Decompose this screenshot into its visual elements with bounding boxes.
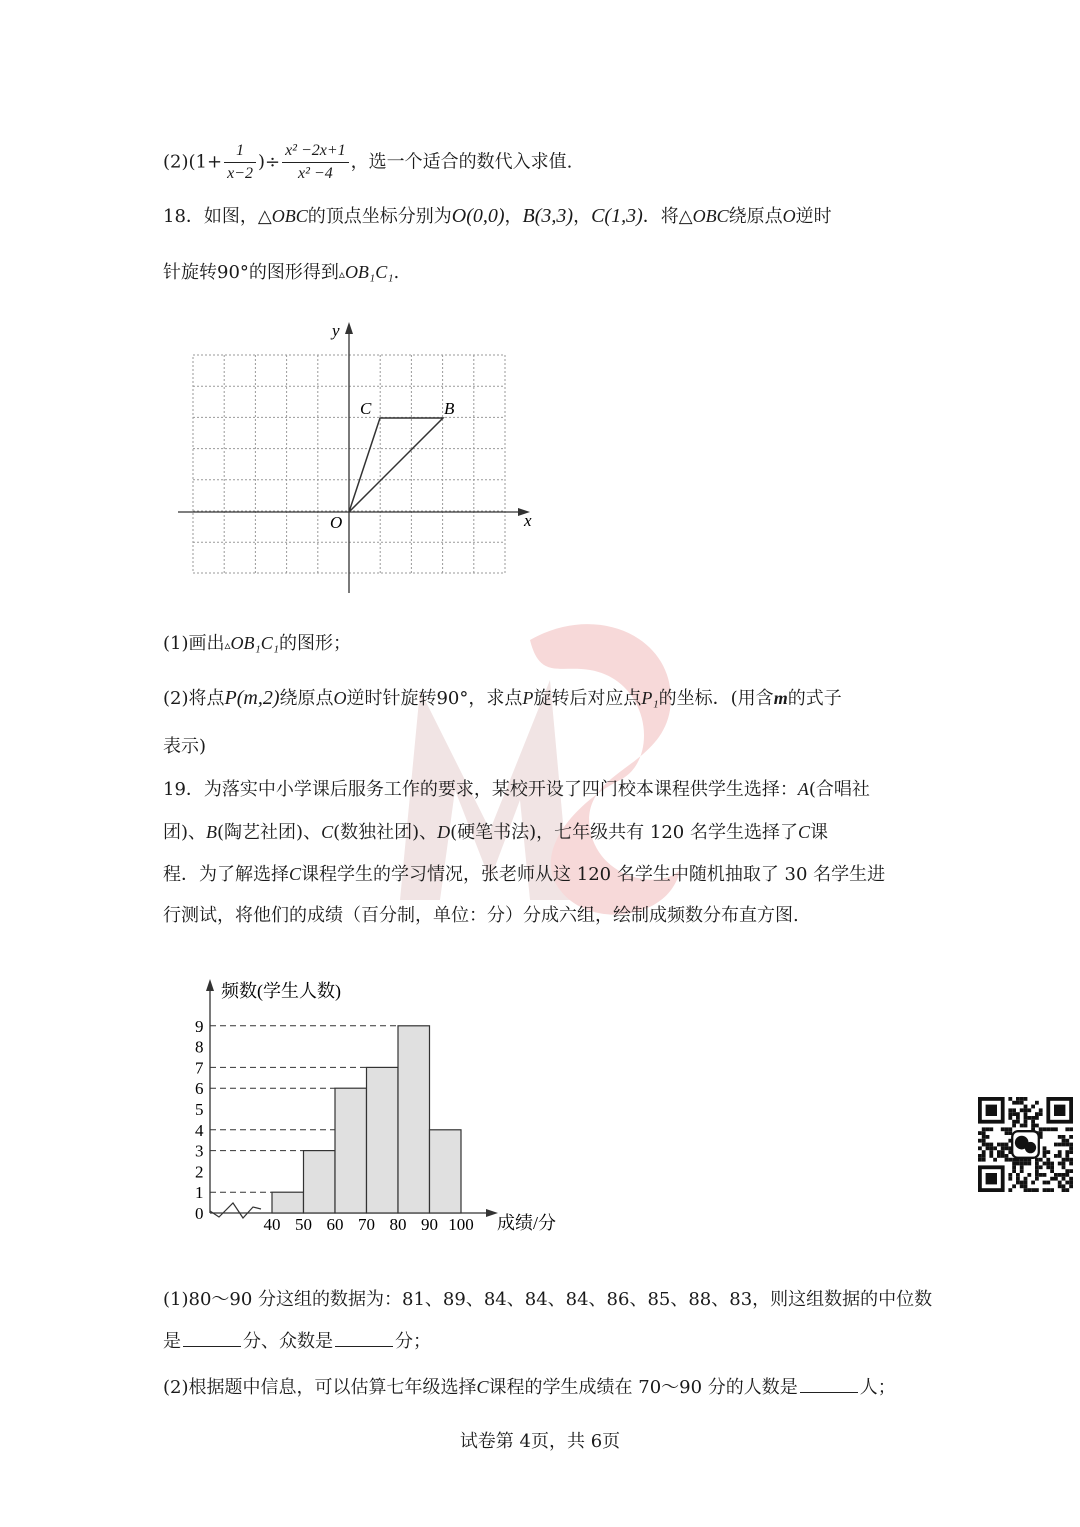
answer-blank-count[interactable] [800, 1374, 858, 1393]
histogram-bar [272, 1192, 304, 1213]
q19-part1: (1)80～90 分这组的数据为：81、89、84、84、84、86、85、88、83，则这组数据的中位数 [163, 1289, 933, 1310]
histogram-ytick: 8 [195, 1037, 204, 1057]
page-footer: 试卷第 4页，共 6页 [459, 1431, 621, 1452]
q18-line1: 18．如图，△OBC的顶点坐标分别为O(0,0)，B(3,3)，C(1,3)．将△OBC绕原点O逆时 [163, 205, 832, 227]
fraction-1: $\frac{1}{x-2}$ [224, 140, 256, 185]
q18-part2: (2)将点P(m,2)绕原点O逆时针旋转90°，求点P旋转后对应点P₁的坐标．(用含m的式子 [163, 687, 842, 709]
origin-label: O [330, 513, 343, 532]
axis-label-x: x [524, 511, 532, 530]
q19-line3: 程．为了解选择C课程学生的学习情况，张老师从这 120 名学生中随机抽取了 30 名学生进 [163, 864, 886, 885]
point-label-c: C [360, 399, 372, 418]
histogram-xtick: 80 [389, 1215, 407, 1234]
q19-line2: 团)、B(陶艺社团)、C(数独社团)、D(硬笔书法)，七年级共有 120 名学生选择了C课 [163, 822, 828, 843]
histogram-xtick: 100 [448, 1215, 474, 1234]
histogram-bar [398, 1026, 430, 1213]
histogram-ytick: 1 [195, 1183, 204, 1203]
answer-blank-mode[interactable] [335, 1328, 393, 1347]
triangle-obc [349, 418, 443, 512]
histogram-xtick: 70 [358, 1215, 375, 1234]
histogram-ytick: 0 [195, 1204, 204, 1223]
answer-blank-median[interactable] [183, 1328, 241, 1347]
histogram-bar [430, 1130, 462, 1213]
histogram-ytick: 3 [195, 1141, 204, 1161]
histogram-xtick: 40 [263, 1215, 281, 1234]
q19-part2: (2)根据题中信息，可以估算七年级选择C课程的学生成绩在 70～90 分的人数是 人； [163, 1374, 896, 1401]
axis-break [210, 1203, 261, 1218]
frequency-histogram [185, 975, 585, 1240]
q18-part1: (1)画出▵OB₁C₁的图形； [163, 633, 352, 654]
q19-line1: 19．为落实中小学课后服务工作的要求，某校开设了四门校本课程供学生选择：A(合唱社 [163, 779, 870, 800]
histogram-xtick: 50 [295, 1215, 312, 1234]
coordinate-grid [170, 318, 550, 598]
fraction-2: $\frac{\text{x² −2x+1}}{\text{x² −4}}$ [282, 140, 349, 185]
qr-code-icon [978, 1097, 1073, 1192]
q19-part1-line2: 是 分、众数是 分； [163, 1328, 431, 1355]
histogram-ylabel: 频数(学生人数) [221, 981, 341, 1001]
histogram-ytick: 5 [195, 1100, 204, 1119]
histogram-xlabel: 成绩/分 [497, 1213, 557, 1233]
q19-line4: 行测试，将他们的成绩（百分制，单位：分）分成六组，绘制成频数分布直方图. [163, 905, 799, 926]
histogram-ytick: 7 [195, 1058, 204, 1078]
histogram-xtick: 60 [326, 1215, 344, 1234]
histogram-ytick: 9 [195, 1016, 204, 1036]
histogram-ytick: 4 [195, 1120, 204, 1140]
histogram-bar [335, 1088, 367, 1213]
axis-label-y: y [332, 321, 340, 340]
histogram-bar [367, 1067, 399, 1213]
histogram-xtick: 90 [421, 1215, 438, 1234]
q18-line2: 针旋转90°的图形得到▵OB₁C₁. [163, 262, 400, 283]
histogram-ytick: 2 [195, 1162, 204, 1182]
histogram-bar [304, 1151, 336, 1213]
point-label-b: B [444, 399, 455, 418]
q17-part2: (2)(1+ $\frac{1}{x-2}$ )÷ $\frac{\text{x² −2x+1}}{\text{x² −4}}$ ，选一个适合的数代入求值. [163, 140, 572, 185]
histogram-ytick: 6 [195, 1079, 204, 1099]
q18-part2-line2: 表示) [163, 736, 207, 757]
